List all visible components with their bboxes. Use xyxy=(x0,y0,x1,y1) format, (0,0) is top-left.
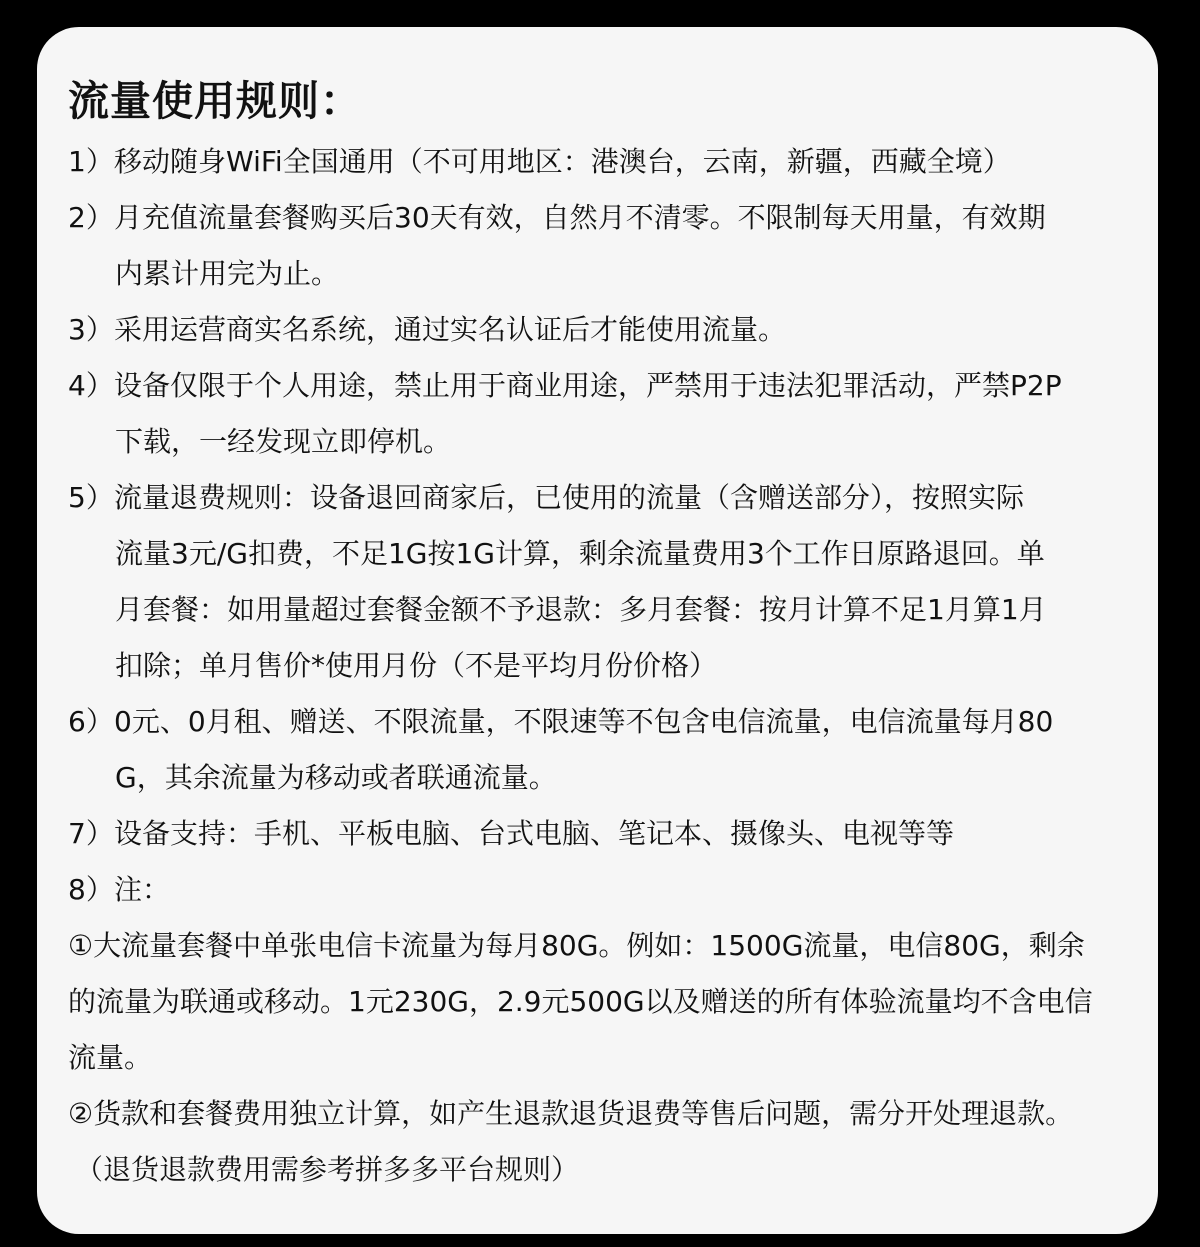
rule-5-cont-1: 流量3元/G扣费，不足1G按1G计算，剩余流量费用3个工作日原路退回。单 xyxy=(115,537,1045,570)
rule-4-cont: 下载，一经发现立即停机。 xyxy=(115,425,452,458)
rule-1 xyxy=(68,134,1011,190)
rule-text: 采用运营商实名系统，通过实名认证后才能使用流量。 xyxy=(114,313,787,346)
rule-7 xyxy=(68,806,954,862)
rule-number: 7） xyxy=(68,817,114,850)
note-1-line-1: ①大流量套餐中单张电信卡流量为每月80G。例如：1500G流量，电信80G，剩余 xyxy=(68,929,1085,962)
note-1-line-3: 流量。 xyxy=(68,1041,153,1074)
note-2-line-2: （退货退款费用需参考拼多多平台规则） xyxy=(75,1153,580,1186)
rule-4 xyxy=(68,358,1062,414)
rule-5-cont-3: 扣除；单月售价*使用月份（不是平均月份价格） xyxy=(115,649,718,682)
rule-text: 流量退费规则：设备退回商家后，已使用的流量（含赠送部分），按照实际 xyxy=(114,481,1025,514)
rule-number: 5） xyxy=(68,481,114,514)
note-1-line-2: 的流量为联通或移动。1元230G，2.9元500G以及赠送的所有体验流量均不含电信 xyxy=(68,985,1093,1018)
rule-number: 2） xyxy=(68,201,114,234)
rule-8 xyxy=(68,862,170,918)
rule-text: 0元、0月租、赠送、不限流量，不限速等不包含电信流量，电信流量每月80 xyxy=(114,705,1054,738)
rule-2 xyxy=(68,190,1046,246)
rule-number: 1） xyxy=(68,145,114,178)
rule-text: 设备支持：手机、平板电脑、台式电脑、笔记本、摄像头、电视等等 xyxy=(114,817,955,850)
rules-card xyxy=(37,27,1158,1234)
rule-number: 4） xyxy=(68,369,114,402)
rule-5-cont-2: 月套餐：如用量超过套餐金额不予退款：多月套餐：按月计算不足1月算1月 xyxy=(115,593,1047,626)
rule-text: 注： xyxy=(114,873,171,906)
rule-number: 6） xyxy=(68,705,114,738)
rule-text: 月充值流量套餐购买后30天有效，自然月不清零。不限制每天用量，有效期 xyxy=(114,201,1046,234)
note-2-line-1: ②货款和套餐费用独立计算，如产生退款退货退费等售后问题，需分开处理退款。 xyxy=(68,1097,1074,1130)
rule-number: 3） xyxy=(68,313,114,346)
rule-number: 8） xyxy=(68,873,114,906)
rule-6 xyxy=(68,694,1053,750)
rule-5 xyxy=(68,470,1024,526)
rule-3 xyxy=(68,302,786,358)
page-title: 流量使用规则： xyxy=(68,77,362,125)
rule-2-cont: 内累计用完为止。 xyxy=(115,257,340,290)
rule-text: 移动随身WiFi全国通用（不可用地区：港澳台，云南，新疆，西藏全境） xyxy=(114,145,1011,178)
rule-text: 设备仅限于个人用途，禁止用于商业用途，严禁用于违法犯罪活动，严禁P2P xyxy=(114,369,1062,402)
rule-6-cont: G，其余流量为移动或者联通流量。 xyxy=(115,761,557,794)
